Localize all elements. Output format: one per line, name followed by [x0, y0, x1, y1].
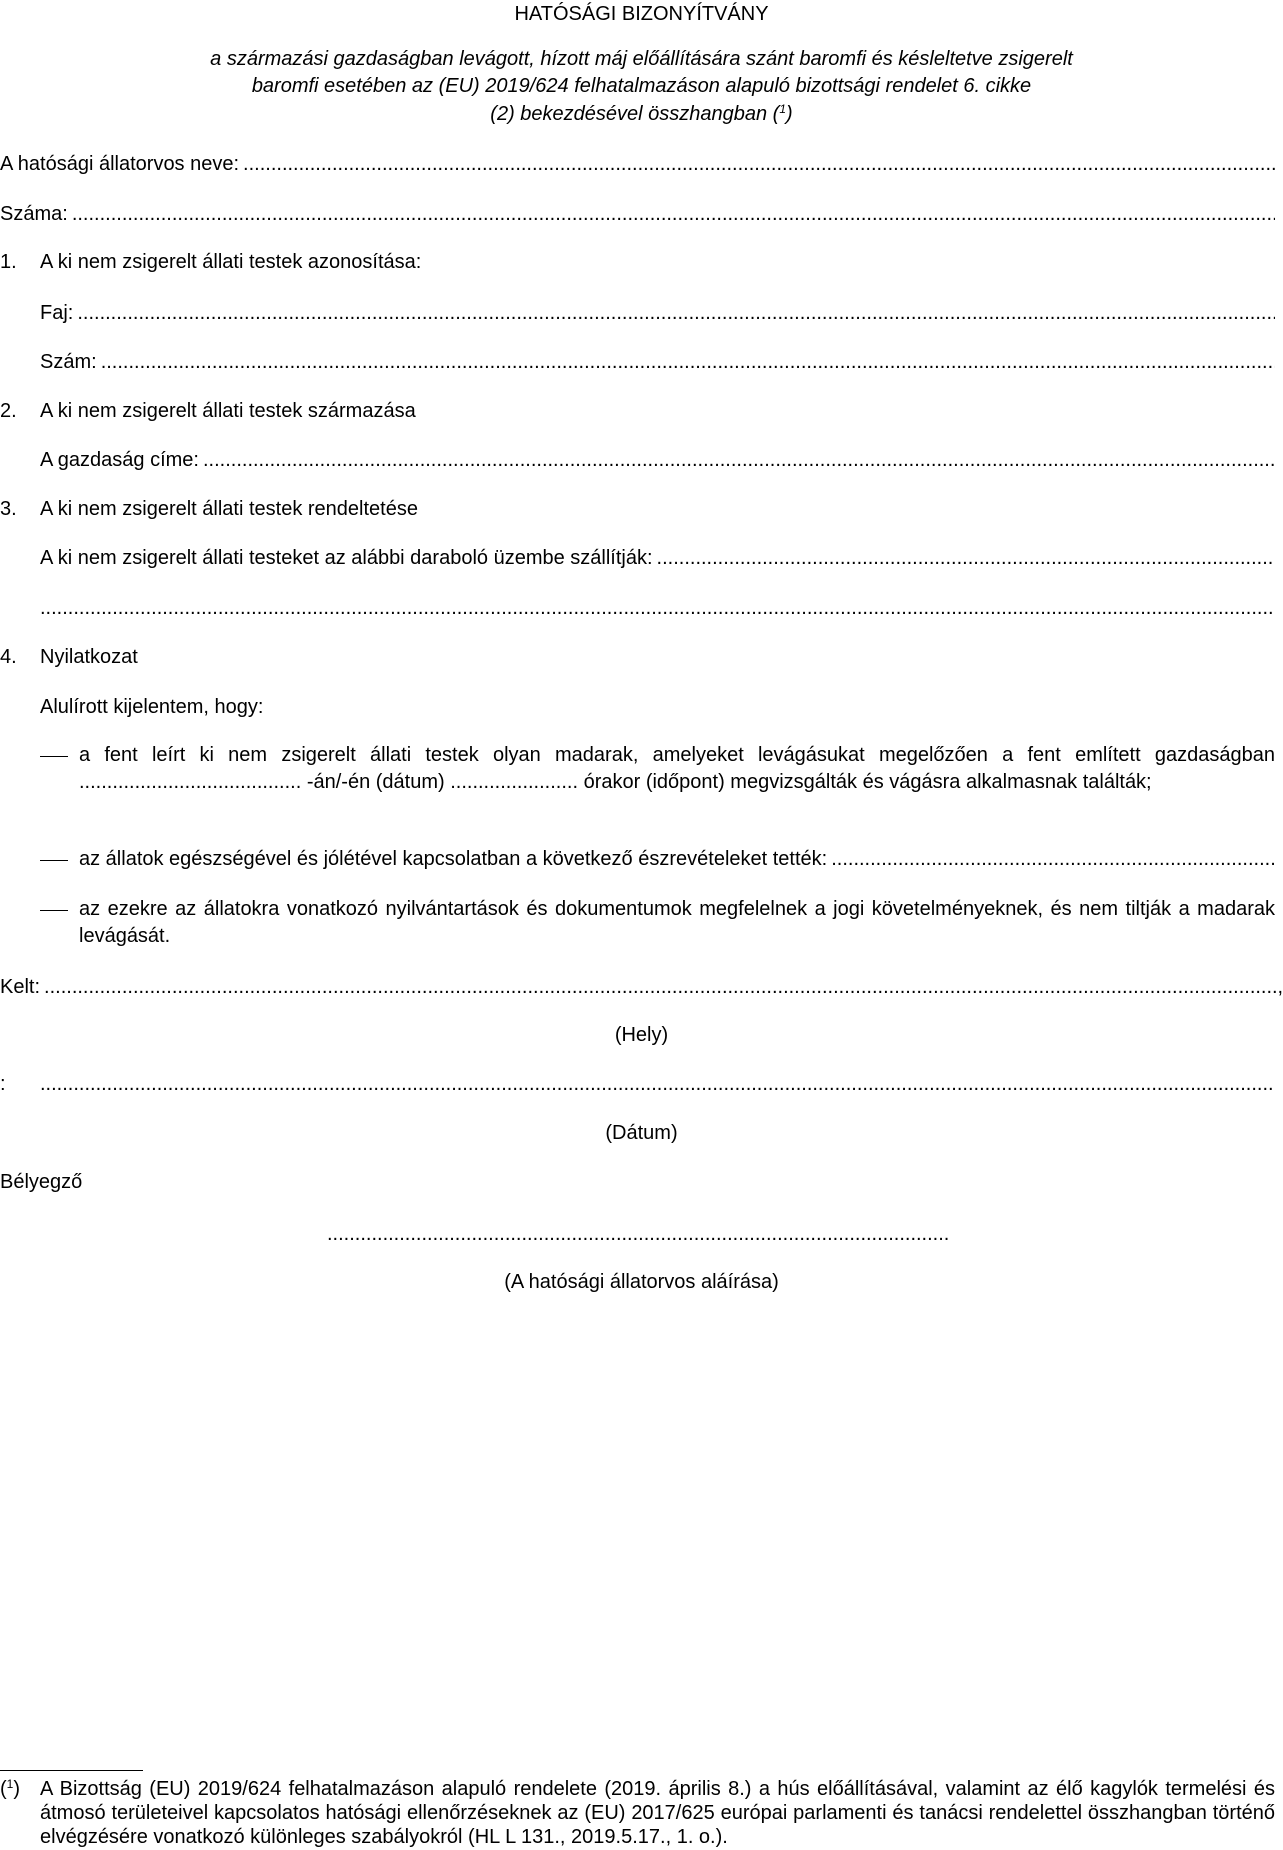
dash-bullet: [40, 756, 68, 757]
footnote-rule: [0, 1770, 143, 1771]
stamp-label: Bélyegző: [0, 1171, 83, 1193]
count-label: Szám:: [40, 351, 97, 373]
colon: :: [0, 1073, 6, 1095]
dash-bullet: [40, 910, 68, 911]
dot-leader: [831, 847, 1275, 871]
section-number: 3.: [0, 498, 17, 520]
dot-leader: [77, 301, 1275, 325]
dot-leader: [72, 202, 1275, 226]
dash-bullet: [40, 860, 68, 861]
species-label: Faj:: [40, 302, 74, 324]
dot-leader: [44, 975, 1277, 999]
section-title: Nyilatkozat: [40, 646, 138, 668]
declaration-bullet-2: az állatok egészségével és jólétével kapcsolatban a következő észrevételeket tették:: [79, 848, 828, 870]
comma: ,: [1277, 976, 1283, 998]
dot-leader: [203, 448, 1275, 472]
vet-name-label: A hatósági állatorvos neve:: [0, 153, 240, 175]
section-number: 4.: [0, 646, 17, 668]
dot-leader: [40, 1072, 1275, 1096]
section-2-heading: [0, 399, 416, 423]
section-number: 1.: [0, 251, 17, 273]
signature-caption: (A hatósági állatorvos aláírása): [504, 1271, 779, 1293]
place-caption: (Hely): [614, 1024, 669, 1046]
section-title: A ki nem zsigerelt állati testek származása: [40, 400, 416, 422]
subtitle-line-2: baromfi esetében az (EU) 2019/624 felhatalmazáson alapuló bizottsági rendelet 6. cikke: [251, 75, 1032, 97]
footnote-mark: ($^1$): [0, 1777, 21, 1800]
signature-field[interactable]: [327, 1222, 950, 1246]
declaration-bullet-1: a fent leírt ki nem zsigerelt állati testek olyan madarak, amelyeket levágásukat megelőzően a fent említett gazdaságban ........................................ -án/-én (dátum) ....................... órakor (időpont) megvizsgálták és vágásra alkalmasnak találták;: [79, 744, 1275, 793]
dot-leader: [327, 1222, 950, 1246]
declaration-intro: Alulírott kijelentem, hogy:: [40, 696, 264, 718]
destination-field-cont[interactable]: [40, 596, 1275, 620]
subtitle-line-1: a származási gazdaságban levágott, hízott máj előállítására szánt baromfi és késleltetve zsigerelt: [210, 48, 1073, 70]
number-field[interactable]: [0, 202, 1275, 226]
section-title: A ki nem zsigerelt állati testek azonosítása:: [40, 251, 422, 273]
section-title: A ki nem zsigerelt állati testek rendeltetése: [40, 498, 418, 520]
section-4-heading: [0, 645, 138, 669]
vet-name-field[interactable]: [0, 152, 1275, 176]
section-1-heading: [0, 250, 421, 274]
dot-leader: [40, 596, 1275, 620]
footnote-mark-number: 1: [6, 1777, 14, 1791]
destination-label: A ki nem zsigerelt állati testeket az alábbi daraboló üzembe szállítják:: [40, 547, 653, 569]
document-title: HATÓSÁGI BIZONYÍTVÁNY: [514, 3, 769, 25]
farm-address-label: A gazdaság címe:: [40, 449, 199, 471]
subtitle-text: (2) bekezdésével összhangban (: [490, 103, 780, 125]
dot-leader: [101, 350, 1275, 374]
footnote-text: A Bizottság (EU) 2019/624 felhatalmazáson alapuló rendelete (2019. április 8.) a hús előállításával, valamint az élő kagylók termelési és átmosó területeivel kapcsolatos hatósági ellenőrzéseknek az (EU) 2017/625 európai parlamenti és tanácsi rendelettel összhangban történő elvégzésére vonatkozó különleges szabályokról (HL L 131., 2019.5.17., 1. o.).: [40, 1778, 1275, 1848]
dot-leader: [243, 152, 1275, 176]
count-field[interactable]: [40, 350, 1275, 374]
date-caption: (Dátum): [605, 1122, 678, 1144]
dot-leader: [657, 546, 1275, 570]
section-number: 2.: [0, 400, 17, 422]
footnote-ref: 1: [779, 102, 787, 116]
species-field[interactable]: [40, 301, 1275, 325]
place-field[interactable]: [0, 975, 1283, 999]
kelt-label: Kelt:: [0, 976, 41, 998]
destination-field[interactable]: [40, 546, 1275, 570]
section-3-heading: [0, 497, 418, 521]
declaration-bullet-3: az ezekre az állatokra vonatkozó nyilvántartások és dokumentumok megfelelnek a jogi követelményeknek, és nem tiltják a madarak levágását.: [79, 898, 1275, 947]
number-label: Száma:: [0, 203, 68, 225]
date-field[interactable]: [0, 1072, 1275, 1096]
farm-address-field[interactable]: [40, 448, 1275, 472]
subtitle-line-3: (2) bekezdésével összhangban ($^1$): [490, 102, 793, 125]
observations-field[interactable]: [79, 847, 1275, 871]
